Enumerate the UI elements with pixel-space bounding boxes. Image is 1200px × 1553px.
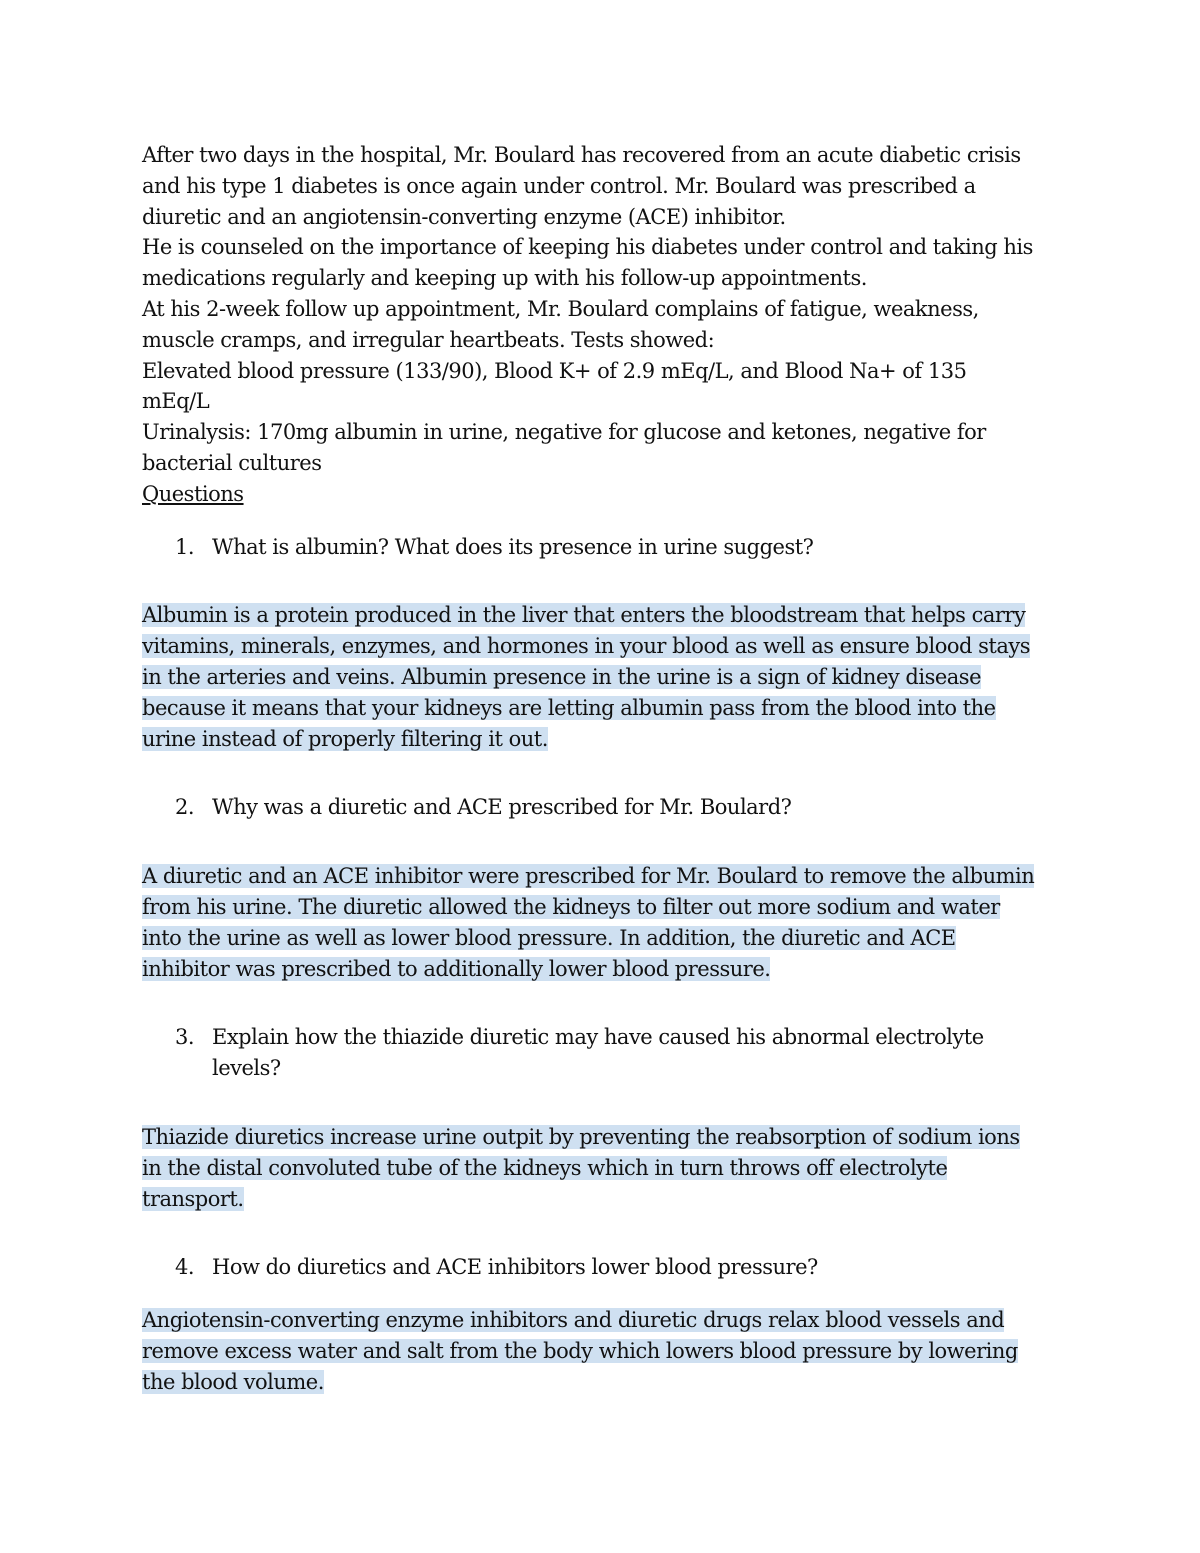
question-2	[142, 792, 1062, 823]
answer-line: Albumin is a protein produced in the liver that enters the bloodstream that helps carry	[142, 603, 1026, 628]
answer-1	[142, 600, 1062, 754]
answer-line: vitamins, minerals, enzymes, and hormones in your blood as well as ensure blood stays	[142, 634, 1031, 659]
answer-line: in the arteries and veins. Albumin presence in the urine is a sign of kidney disease	[142, 664, 981, 689]
answer-line: urine instead of properly filtering it out.	[142, 726, 548, 751]
answer-line: inhibitor was prescribed to additionally lower blood pressure.	[142, 956, 771, 981]
answer-line: transport.	[142, 1186, 244, 1211]
intro-paragraph	[142, 140, 1062, 479]
intro-line: mEq/L	[142, 389, 210, 414]
spacer	[142, 562, 1062, 600]
question-line: How do diuretics and ACE inhibitors lower blood pressure?	[212, 1255, 818, 1280]
answer-line: Angiotensin-converting enzyme inhibitors and diuretic drugs relax blood vessels and	[142, 1308, 1005, 1333]
intro-line: Urinalysis: 170mg albumin in urine, negative for glucose and ketones, negative for	[142, 420, 986, 445]
question-3	[142, 1022, 1062, 1084]
answer-4	[142, 1305, 1062, 1397]
spacer	[142, 510, 1062, 532]
answer-line: remove excess water and salt from the body which lowers blood pressure by lowering	[142, 1338, 1018, 1363]
question-1	[142, 532, 1062, 563]
question-4	[142, 1252, 1062, 1283]
intro-line: He is counseled on the importance of keeping his diabetes under control and taking his	[142, 235, 1033, 260]
answer-3	[142, 1122, 1062, 1214]
intro-line: bacterial cultures	[142, 450, 322, 475]
intro-line: At his 2-week follow up appointment, Mr. Boulard complains of fatigue, weakness,	[142, 296, 979, 321]
question-line: Why was a diuretic and ACE prescribed for Mr. Boulard?	[212, 795, 792, 820]
answer-line: the blood volume.	[142, 1369, 324, 1394]
intro-line: medications regularly and keeping up with his follow-up appointments.	[142, 266, 867, 291]
answer-line: A diuretic and an ACE inhibitor were prescribed for Mr. Boulard to remove the albumin	[142, 864, 1035, 889]
questions-heading: Questions	[142, 481, 244, 506]
intro-line: and his type 1 diabetes is once again under control. Mr. Boulard was prescribed a	[142, 173, 976, 198]
question-line: Explain how the thiazide diuretic may have caused his abnormal electrolyte	[212, 1025, 984, 1050]
answer-2	[142, 861, 1062, 984]
spacer	[142, 1283, 1062, 1305]
question-number: 2.	[175, 795, 195, 820]
question-text	[142, 1252, 1062, 1283]
answer-line: from his urine. The diuretic allowed the kidneys to filter out more sodium and water	[142, 894, 1000, 919]
spacer	[142, 754, 1062, 792]
spacer	[142, 823, 1062, 861]
question-number: 4.	[175, 1255, 195, 1280]
question-text	[142, 792, 1062, 823]
question-number: 1.	[175, 534, 195, 559]
question-text	[142, 1022, 1062, 1053]
spacer	[142, 1214, 1062, 1252]
question-text	[142, 532, 1062, 563]
question-text	[142, 1053, 1062, 1084]
question-line: What is albumin? What does its presence in urine suggest?	[212, 534, 814, 559]
question-number: 3.	[175, 1025, 195, 1050]
document-page	[142, 140, 1062, 1398]
intro-line: diuretic and an angiotensin-converting enzyme (ACE) inhibitor.	[142, 204, 786, 229]
spacer	[142, 1084, 1062, 1122]
answer-line: in the distal convoluted tube of the kidneys which in turn throws off electrolyte	[142, 1155, 948, 1180]
intro-line: After two days in the hospital, Mr. Boulard has recovered from an acute diabetic crisis	[142, 143, 1021, 167]
question-line: levels?	[212, 1056, 281, 1081]
spacer	[142, 984, 1062, 1022]
intro-line: muscle cramps, and irregular heartbeats. Tests showed:	[142, 327, 715, 352]
answer-line: Thiazide diuretics increase urine outpit by preventing the reabsorption of sodium ions	[142, 1124, 1020, 1149]
answer-line: because it means that your kidneys are letting albumin pass from the blood into the	[142, 695, 996, 720]
intro-line: Elevated blood pressure (133/90), Blood K+ of 2.9 mEq/L, and Blood Na+ of 135	[142, 358, 967, 383]
answer-line: into the urine as well as lower blood pressure. In addition, the diuretic and ACE	[142, 925, 956, 950]
